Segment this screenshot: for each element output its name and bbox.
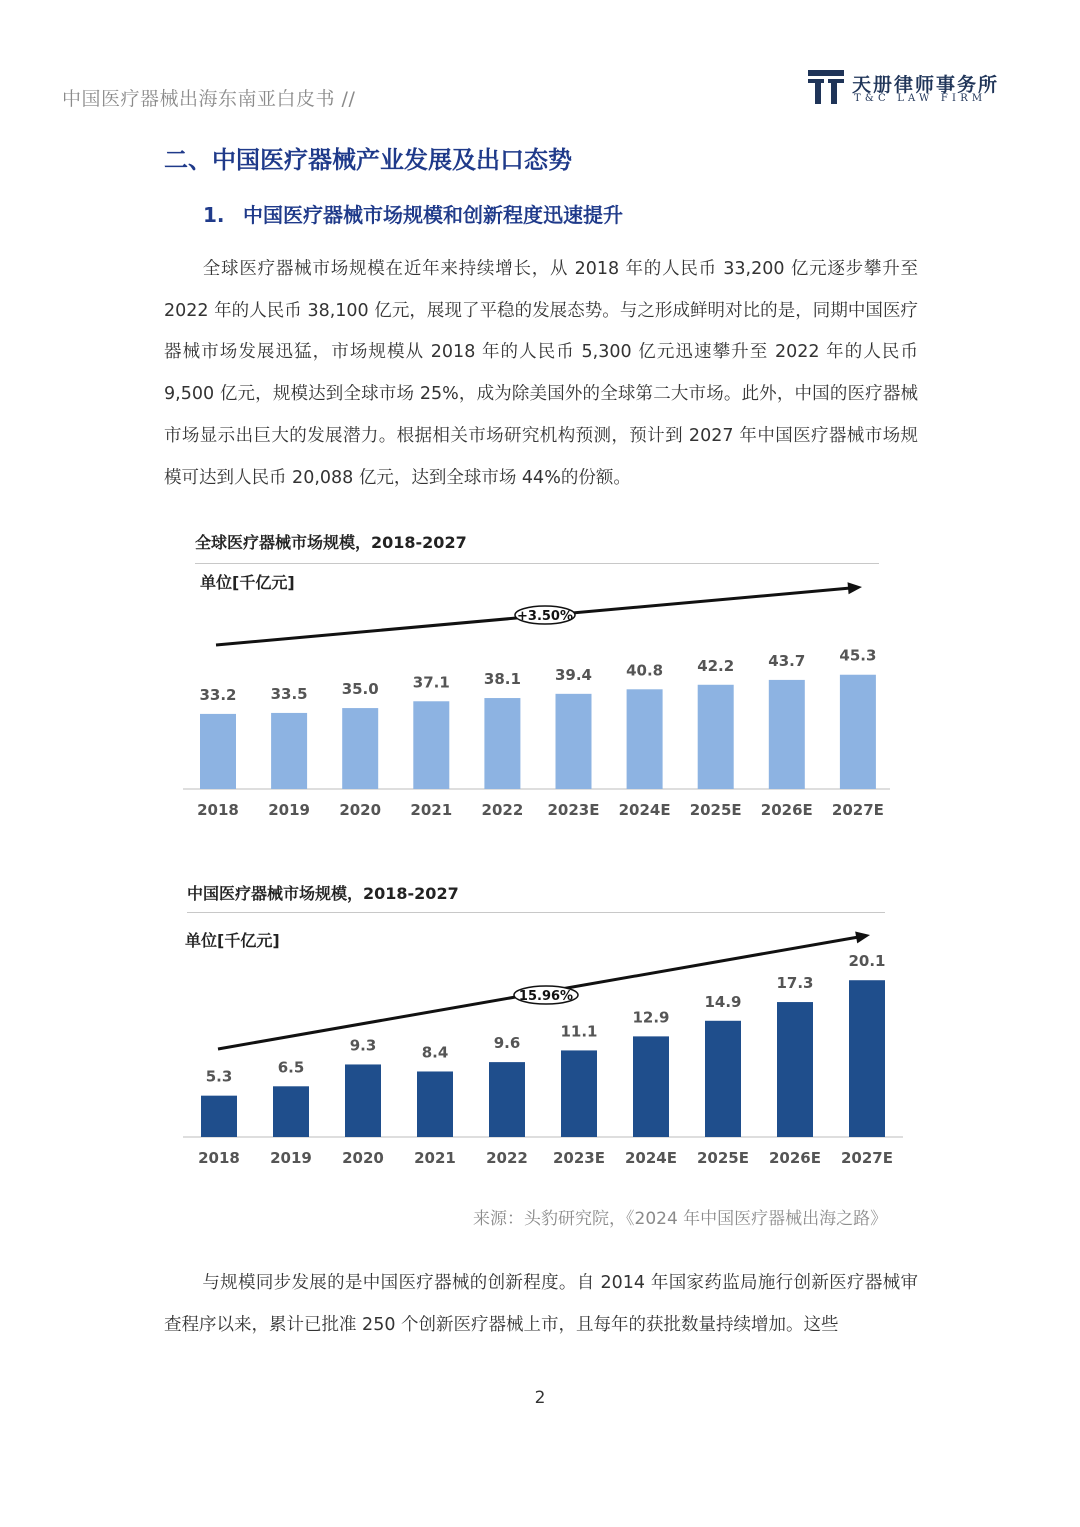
chart-1-tick-label: 2026E: [760, 801, 813, 819]
chart-1-tick-label: 2020: [339, 801, 382, 819]
chart-1-data-label: 40.8: [626, 661, 664, 680]
chart-1-data-label: 39.4: [554, 665, 593, 684]
chart-1-data-label: 38.1: [483, 670, 521, 689]
chart-2-growth-label: 15.96%: [518, 989, 574, 1004]
chart-2-bar: [561, 1050, 597, 1137]
chart-2-tick-label: 2026E: [769, 1149, 821, 1167]
chart-1-data-label: 43.7: [768, 651, 806, 670]
chart-2-bar: [489, 1062, 525, 1137]
logo-text-en: T&C LAW FIRM: [854, 93, 987, 104]
chart-1-data-label: 33.5: [270, 684, 308, 703]
section-title: 二、中国医疗器械产业发展及出口态势: [164, 146, 572, 174]
chart-2-trend-arrowhead: [855, 932, 870, 944]
chart-1-data-label: 35.0: [341, 680, 379, 699]
paragraph-1-text: 全球医疗器械市场规模在近年来持续增长，从 2018 年的人民币 33,200 亿元逐步攀升至 2022 年的人民币 38,100 亿元，展现了平稳的发展态势。与之形成鲜明对比的是，同期中国医疗器械市场发展迅猛，市场规模从 2018 年的人民币 5,300 亿元迅速攀升至 2022 年的人民币 9,500 亿元，规模达到全球市场 25%，成为除美国外的全球第二大市场。此外，中国的医疗器械市场显示出巨大的发展潜力。根据相关市场研究机构预测，预计到 2027 年中国医疗器械市场规模可达到人民币 20,088 亿元，达到全球市场 44%的份额。: [164, 259, 918, 488]
chart-2-data-label: 9.6: [493, 1034, 521, 1053]
chart-1-data-label: 33.2: [199, 685, 237, 704]
chart-1-tick-label: 2025E: [689, 801, 742, 819]
chart-1-tick-label: 2018: [197, 801, 239, 819]
chart-2-tick-label: 2019: [270, 1149, 312, 1167]
paragraph-2-text: 与规模同步发展的是中国医疗器械的创新程度。自 2014 年国家药监局施行创新医疗器械审查程序以来，累计已批准 250 个创新医疗器械上市，且每年的获批数量持续增加。这些: [164, 1273, 918, 1335]
logo-text-cn: 天册律师事务所: [852, 74, 1000, 96]
chart-2-tick-label: 2018: [198, 1149, 240, 1167]
chart-2-data-label: 6.5: [277, 1058, 305, 1077]
chart-1-tick-label: 2022: [481, 801, 524, 819]
chart-2-tick-label: 2027E: [841, 1149, 893, 1167]
chart-1-tick-label: 2021: [410, 801, 453, 819]
chart-1-tick-label: 2019: [268, 801, 310, 819]
chart-2-bar: [201, 1096, 237, 1137]
chart-1-unit-label: 单位[千亿元]: [200, 573, 295, 592]
subsection-number: 1.: [203, 203, 225, 227]
chart-2-data-label: 9.3: [349, 1036, 377, 1055]
chart-2-data-label: 20.1: [848, 952, 886, 971]
chart-1-data-label: 37.1: [412, 673, 450, 692]
chart-2-tick-label: 2022: [486, 1149, 528, 1167]
header-title: 中国医疗器械出海东南亚白皮书 //: [62, 88, 356, 110]
chart-2-title: 中国医疗器械市场规模，2018-2027: [187, 884, 459, 903]
chart-2-tick-label: 2020: [342, 1149, 384, 1167]
chart-1-title: 全球医疗器械市场规模，2018-2027: [195, 533, 467, 552]
chart-2-data-label: 17.3: [776, 974, 814, 993]
chart-2-bar: [633, 1036, 669, 1137]
chart-2-tick-label: 2023E: [553, 1149, 605, 1167]
chart-1-data-label: 45.3: [839, 646, 877, 665]
chart-2-bar: [705, 1021, 741, 1137]
chart-2-data-label: 14.9: [704, 992, 742, 1011]
chart-2-tick-label: 2024E: [625, 1149, 677, 1167]
chart-2-data-label: 12.9: [632, 1008, 670, 1027]
chart-2-bar: [345, 1064, 381, 1137]
chart-1-growth-label: +3.50%: [517, 609, 573, 624]
page-number: 2: [534, 1388, 546, 1408]
chart-2-tick-label: 2025E: [697, 1149, 749, 1167]
chart-2-data-label: 11.1: [560, 1022, 598, 1041]
subsection-text: 中国医疗器械市场规模和创新程度迅速提升: [243, 203, 623, 227]
chart-2-bar: [777, 1002, 813, 1137]
chart-2-unit-label: 单位[千亿元]: [185, 931, 280, 950]
chart-1-tick-label: 2027E: [831, 801, 884, 819]
paragraph-2: [164, 1263, 918, 1346]
chart-2-data-label: 5.3: [205, 1067, 233, 1086]
chart-1-tick-label: 2023E: [547, 801, 600, 819]
chart-2-bar: [849, 980, 885, 1137]
chart-1-data-label: 42.2: [697, 656, 735, 675]
chart-2-data-label: 8.4: [421, 1043, 449, 1062]
chart-2-tick-label: 2021: [414, 1149, 456, 1167]
chart-2-bar: [417, 1071, 453, 1137]
chart-source: 来源：头豹研究院，《2024 年中国医疗器械出海之路》: [473, 1209, 888, 1229]
chart-1-tick-label: 2024E: [618, 801, 671, 819]
chart-2-bar: [273, 1086, 309, 1137]
